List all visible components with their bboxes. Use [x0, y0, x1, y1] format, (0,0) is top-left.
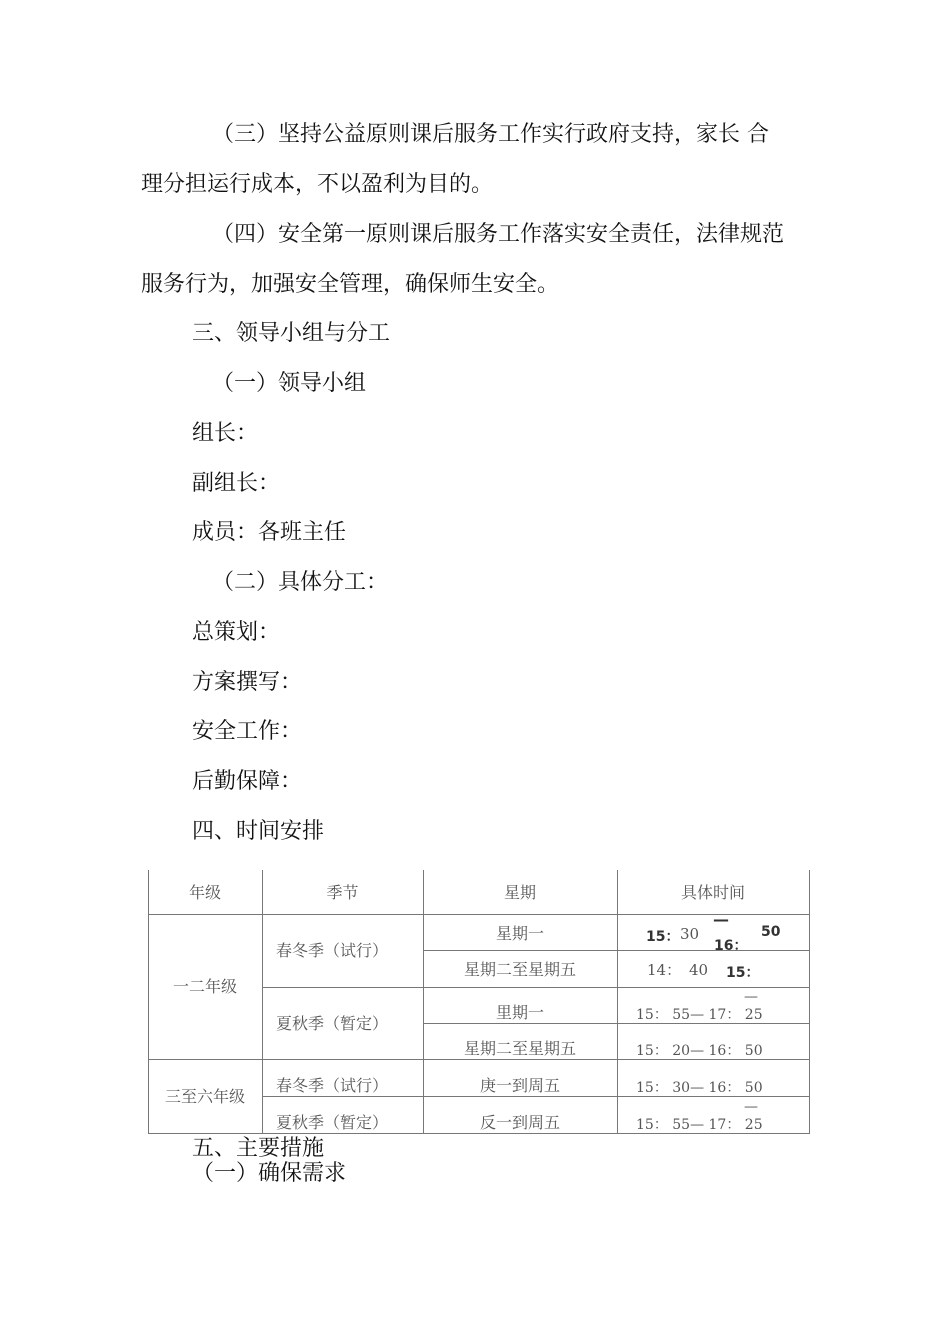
table-line: [617, 870, 618, 1134]
time-cell: 15： 55— 17： 25: [636, 1117, 763, 1133]
time-cell-fragment: 15：: [726, 965, 760, 981]
heading-ensure-demand: （一）确保需求: [192, 1161, 347, 1186]
time-cell: 15： 55— 17： 25: [636, 1007, 763, 1023]
safety-line: 安全工作：: [192, 719, 303, 744]
grade-cell: 一二年级: [172, 977, 237, 996]
heading-section-5: 五、主要措施: [192, 1136, 325, 1161]
paragraph-4-line-2: 服务行为，加强安全管理，确保师生安全。: [141, 272, 560, 297]
time-cell: 15： 20— 16： 50: [636, 1043, 763, 1059]
header-season: 季节: [326, 883, 359, 902]
paragraph-3-line-1: （三）坚持公益原则课后服务工作实行政府支持，家长 合: [212, 122, 769, 147]
paragraph-3-line-2: 理分担运行成本，不以盈利为目的。: [141, 172, 494, 197]
writer-line: 方案撰写：: [192, 670, 303, 695]
season-cell: 春冬季（试行）: [276, 941, 389, 960]
time-cell-fragment: 30: [680, 925, 700, 943]
header-grade: 年级: [188, 883, 221, 902]
logistics-line: 后勤保障：: [192, 769, 303, 794]
table-line: [809, 870, 810, 1134]
season-cell: 春冬季（试行）: [276, 1076, 389, 1095]
header-weekday: 星期: [503, 883, 536, 902]
leader-line: 组长：: [192, 421, 259, 446]
planner-line: 总策划：: [192, 620, 281, 645]
weekday-cell: 星期二至星期五: [463, 960, 576, 979]
weekday-cell: 星期一: [495, 924, 544, 943]
weekday-cell: 星期二至星期五: [463, 1039, 576, 1058]
grade-cell: 三至六年级: [164, 1087, 245, 1106]
heading-division-of-labor: （二）具体分工：: [212, 570, 389, 595]
heading-section-4: 四、时间安排: [192, 819, 325, 844]
weekday-cell: 里期一: [495, 1003, 544, 1022]
time-dash: —: [744, 1099, 758, 1115]
time-cell-fragment: —: [713, 910, 729, 929]
table-line: [262, 987, 810, 988]
weekday-cell: 反一到周五: [479, 1113, 560, 1132]
time-cell-fragment: 14：: [647, 961, 682, 979]
members-line: 成员：各班主任: [192, 520, 347, 545]
time-cell-fragment: 50: [761, 924, 781, 940]
time-dash: —: [744, 989, 758, 1005]
time-cell: 15： 30— 16： 50: [636, 1080, 763, 1096]
weekday-cell: 庚一到周五: [479, 1076, 560, 1095]
paragraph-4-line-1: （四）安全第一原则课后服务工作落实安全责任，法律规范: [212, 222, 785, 247]
vice-leader-line: 副组长：: [192, 471, 281, 496]
season-cell: 夏秋季（暂定）: [276, 1014, 389, 1033]
heading-section-3: 三、领导小组与分工: [192, 321, 391, 346]
time-cell-fragment: 16：: [714, 938, 748, 954]
time-cell-fragment: 15：: [646, 929, 680, 945]
heading-leadership-group: （一）领导小组: [212, 371, 367, 396]
header-time: 具体时间: [680, 883, 745, 902]
table-line: [148, 914, 810, 915]
season-cell: 夏秋季（暂定）: [276, 1113, 389, 1132]
table-line: [262, 870, 263, 1134]
table-line: [423, 950, 810, 951]
time-cell-fragment: 40: [689, 961, 709, 979]
